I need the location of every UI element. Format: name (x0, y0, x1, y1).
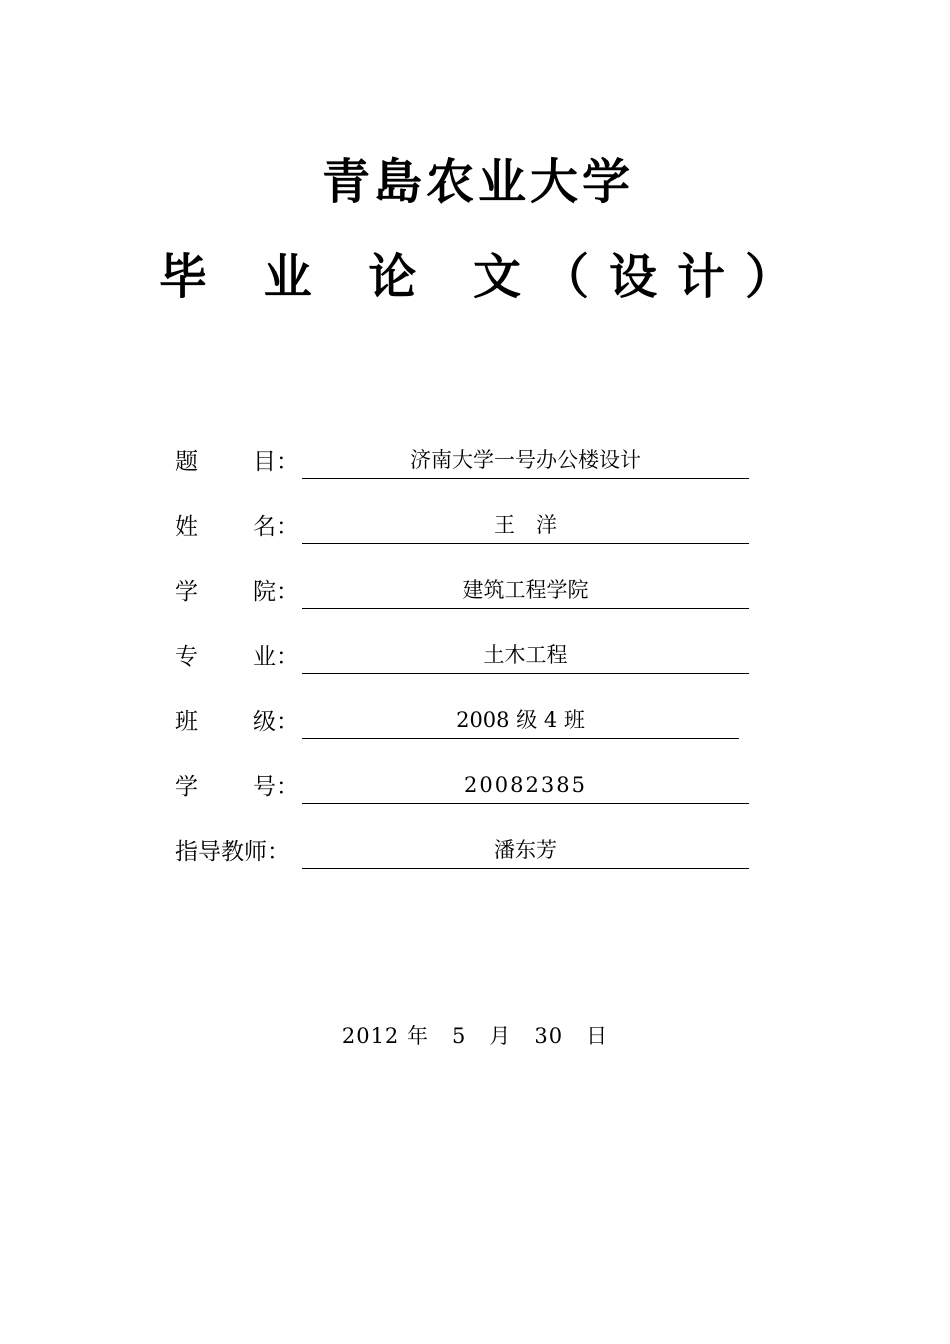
field-row-advisor (175, 833, 755, 869)
field-value-class: 2008 级 4 班 (302, 705, 739, 739)
field-value-advisor: 潘东芳 (302, 835, 749, 869)
field-row-topic (175, 443, 755, 479)
field-value-college: 建筑工程学院 (302, 575, 749, 609)
field-label-name: 姓 名： (175, 514, 299, 540)
field-value-topic: 济南大学一号办公楼设计 (302, 445, 749, 479)
field-row-name (175, 508, 755, 544)
field-label-student-id: 学 号： (175, 774, 299, 800)
submission-date: 2012 年 5 月 30 日 (341, 1024, 609, 1048)
field-label-advisor: 指导教师： (175, 839, 290, 865)
field-label-topic: 题 目： (175, 449, 299, 475)
field-row-college (175, 573, 755, 609)
field-label-major: 专 业： (175, 644, 299, 670)
field-value-major: 土木工程 (302, 640, 749, 674)
field-label-class: 班 级： (175, 709, 299, 735)
field-value-name: 王 洋 (302, 510, 749, 544)
field-label-college: 学 院： (175, 579, 299, 605)
field-row-major (175, 638, 755, 674)
field-row-class (175, 703, 755, 739)
university-name: 青島农业大学 (321, 154, 634, 210)
field-value-student-id: 20082385 (302, 770, 749, 804)
thesis-type-title: 毕 业 论 文（设计） (158, 249, 814, 305)
field-row-student-id (175, 768, 755, 804)
